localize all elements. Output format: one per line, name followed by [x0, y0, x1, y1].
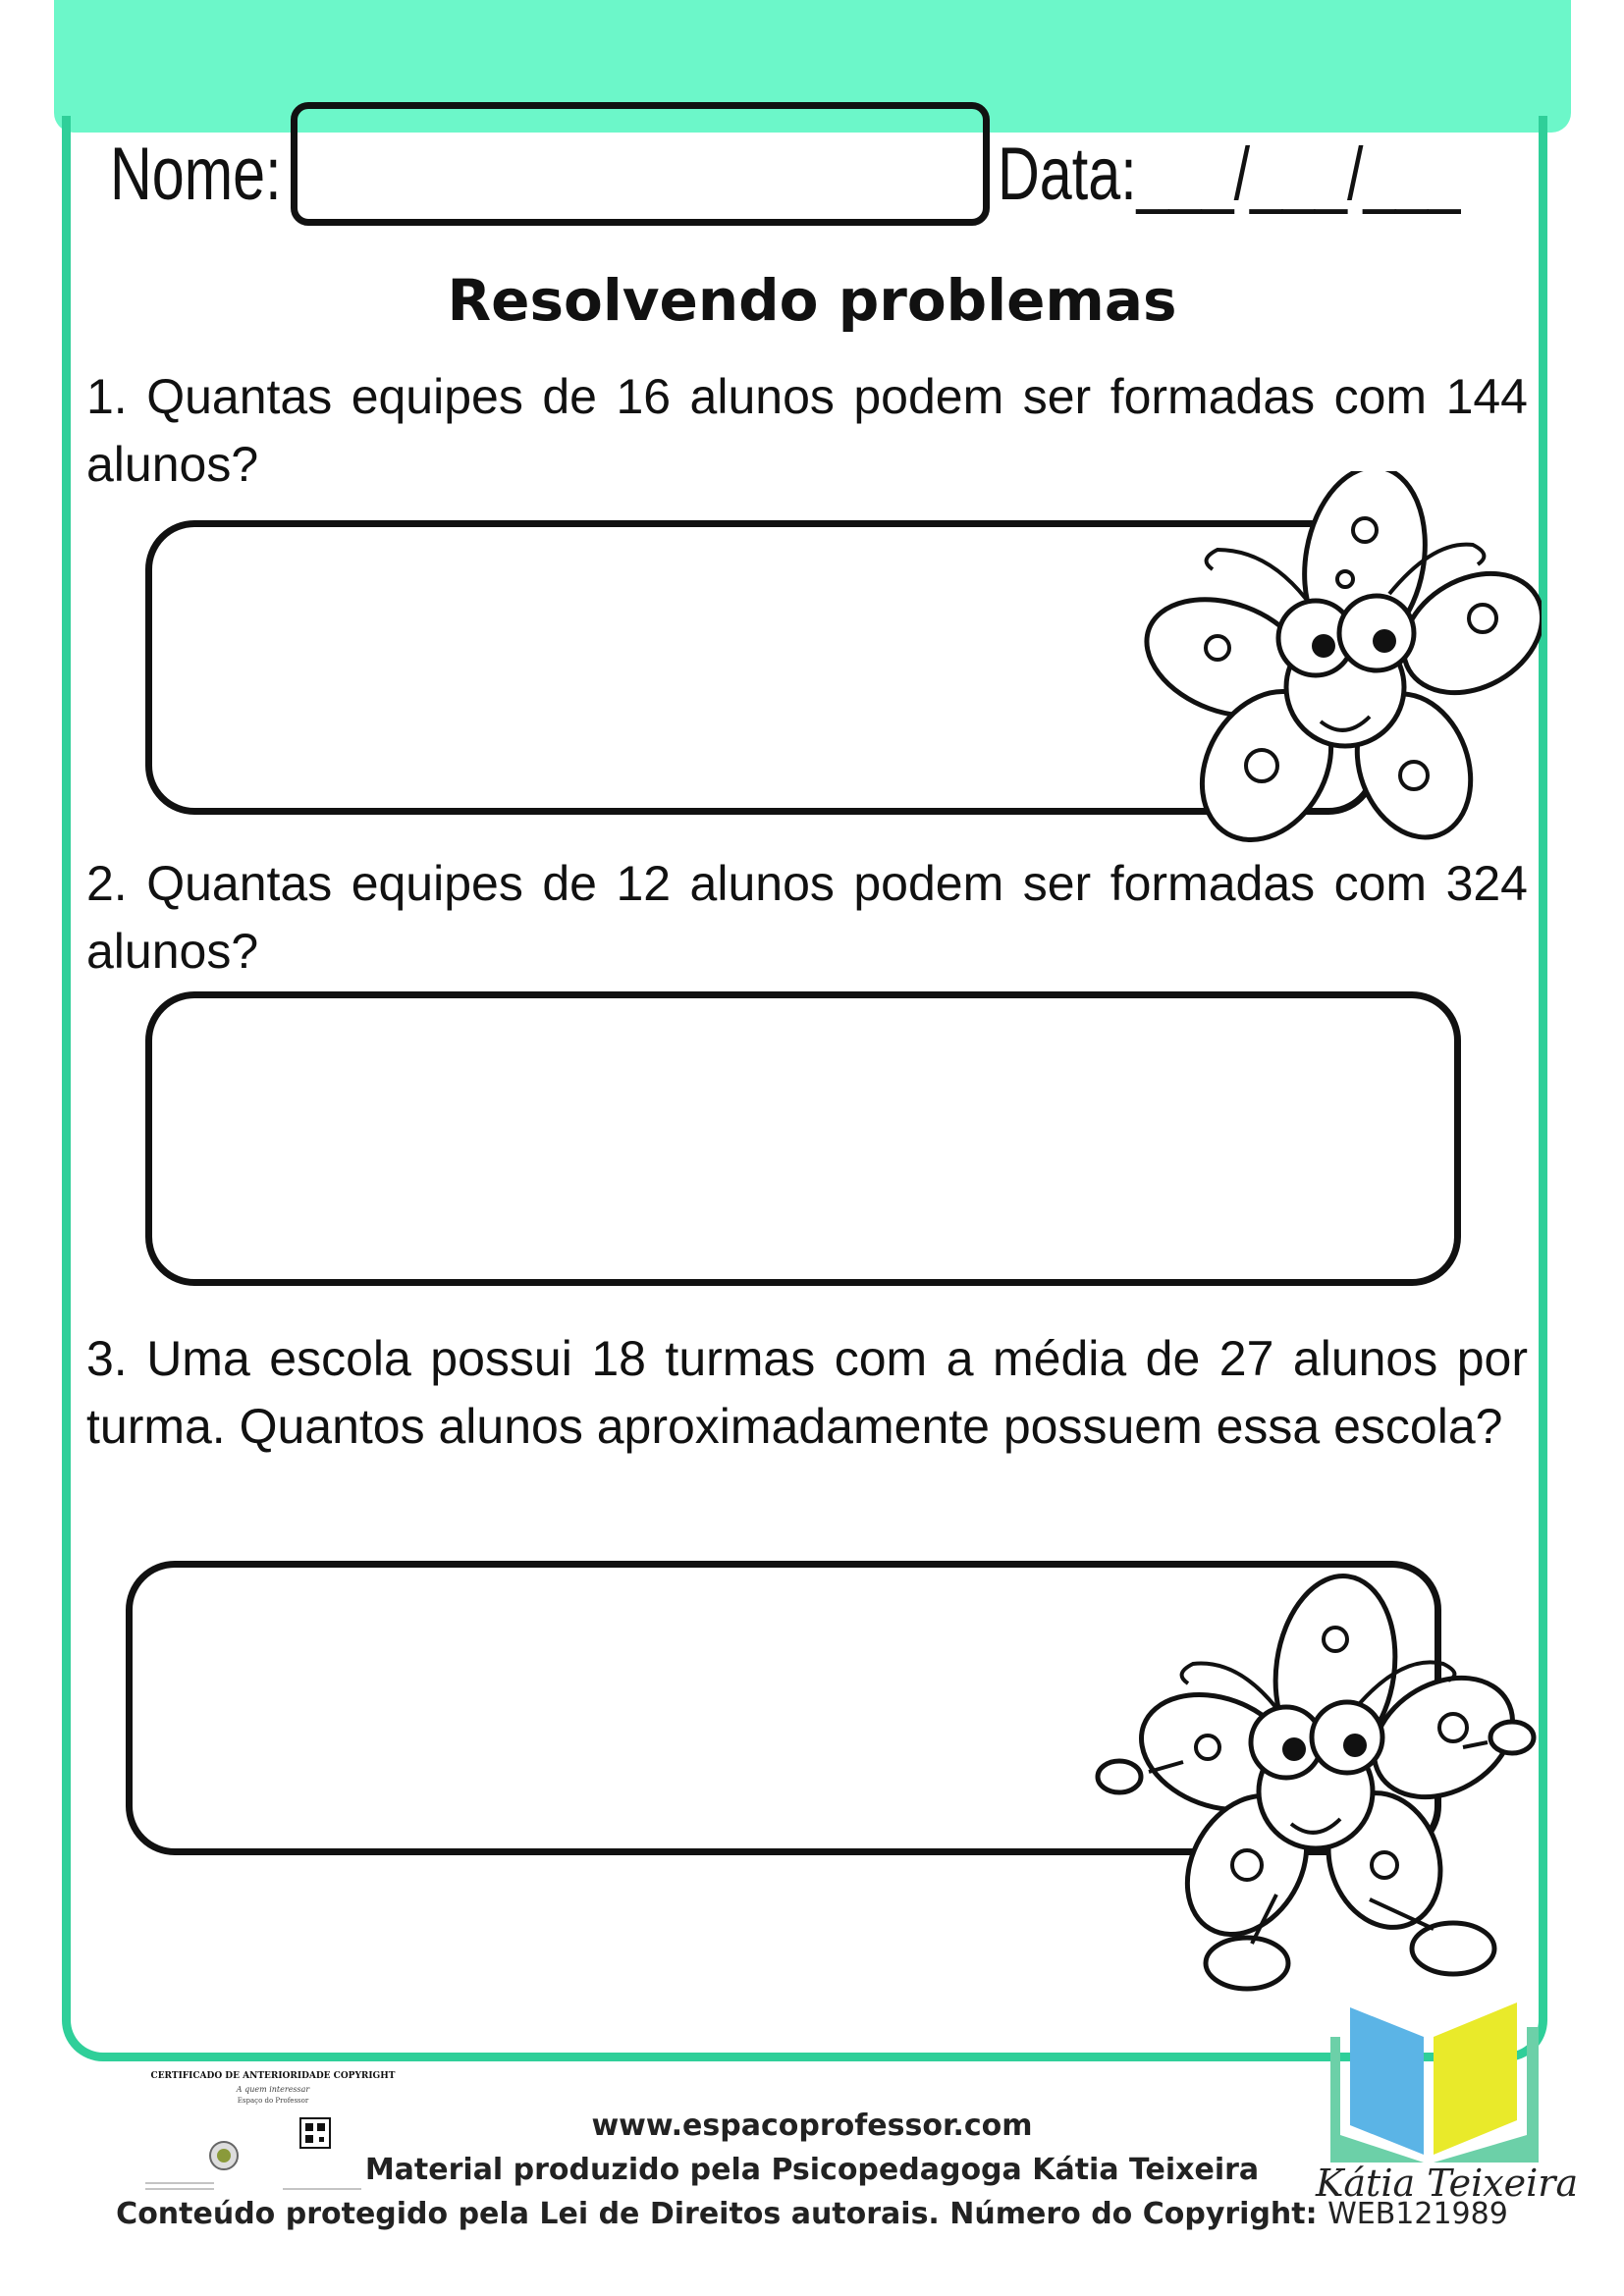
page-title: Resolvendo problemas [447, 267, 1177, 334]
certificate-subtitle: A quem interessar [236, 2085, 310, 2094]
footer-website: www.espacoprofessor.com [591, 2109, 1033, 2143]
answer-box-2[interactable] [145, 991, 1461, 1286]
book-logo-icon [1330, 1998, 1546, 2164]
flower-illustration-1 [1119, 471, 1542, 844]
name-input-box[interactable] [291, 102, 990, 226]
certificate-title: CERTIFICADO DE ANTERIORIDADE COPYRIGHT [150, 2071, 396, 2081]
question-1: 1. Quantas equipes de 16 alunos podem ser formadas com 144 alunos? [86, 369, 1528, 492]
question-2: 2. Quantas equipes de 12 alunos podem ser formadas com 324 alunos? [86, 856, 1528, 979]
logo-name: Kátia Teixeira [1316, 2162, 1579, 2205]
question-3: 3. Uma escola possui 18 turmas com a média de 27 alunos por turma. Quantos alunos aproximadamente possuem essa escola? [86, 1331, 1528, 1454]
flower-illustration-2 [1090, 1571, 1551, 2002]
footer-credit: Material produzido pela Psicopedagoga Kátia Teixeira [364, 2153, 1260, 2187]
name-label: Nome: [110, 133, 282, 216]
copyright-text: Conteúdo protegido pela Lei de Direitos autorais. Número do Copyright: [116, 2197, 1318, 2231]
certificate-issuer: Espaço do Professor [237, 2097, 309, 2105]
copyright-number: WEB121989 [1327, 2197, 1508, 2231]
date-label[interactable]: Data:___/___/___ [998, 133, 1461, 216]
